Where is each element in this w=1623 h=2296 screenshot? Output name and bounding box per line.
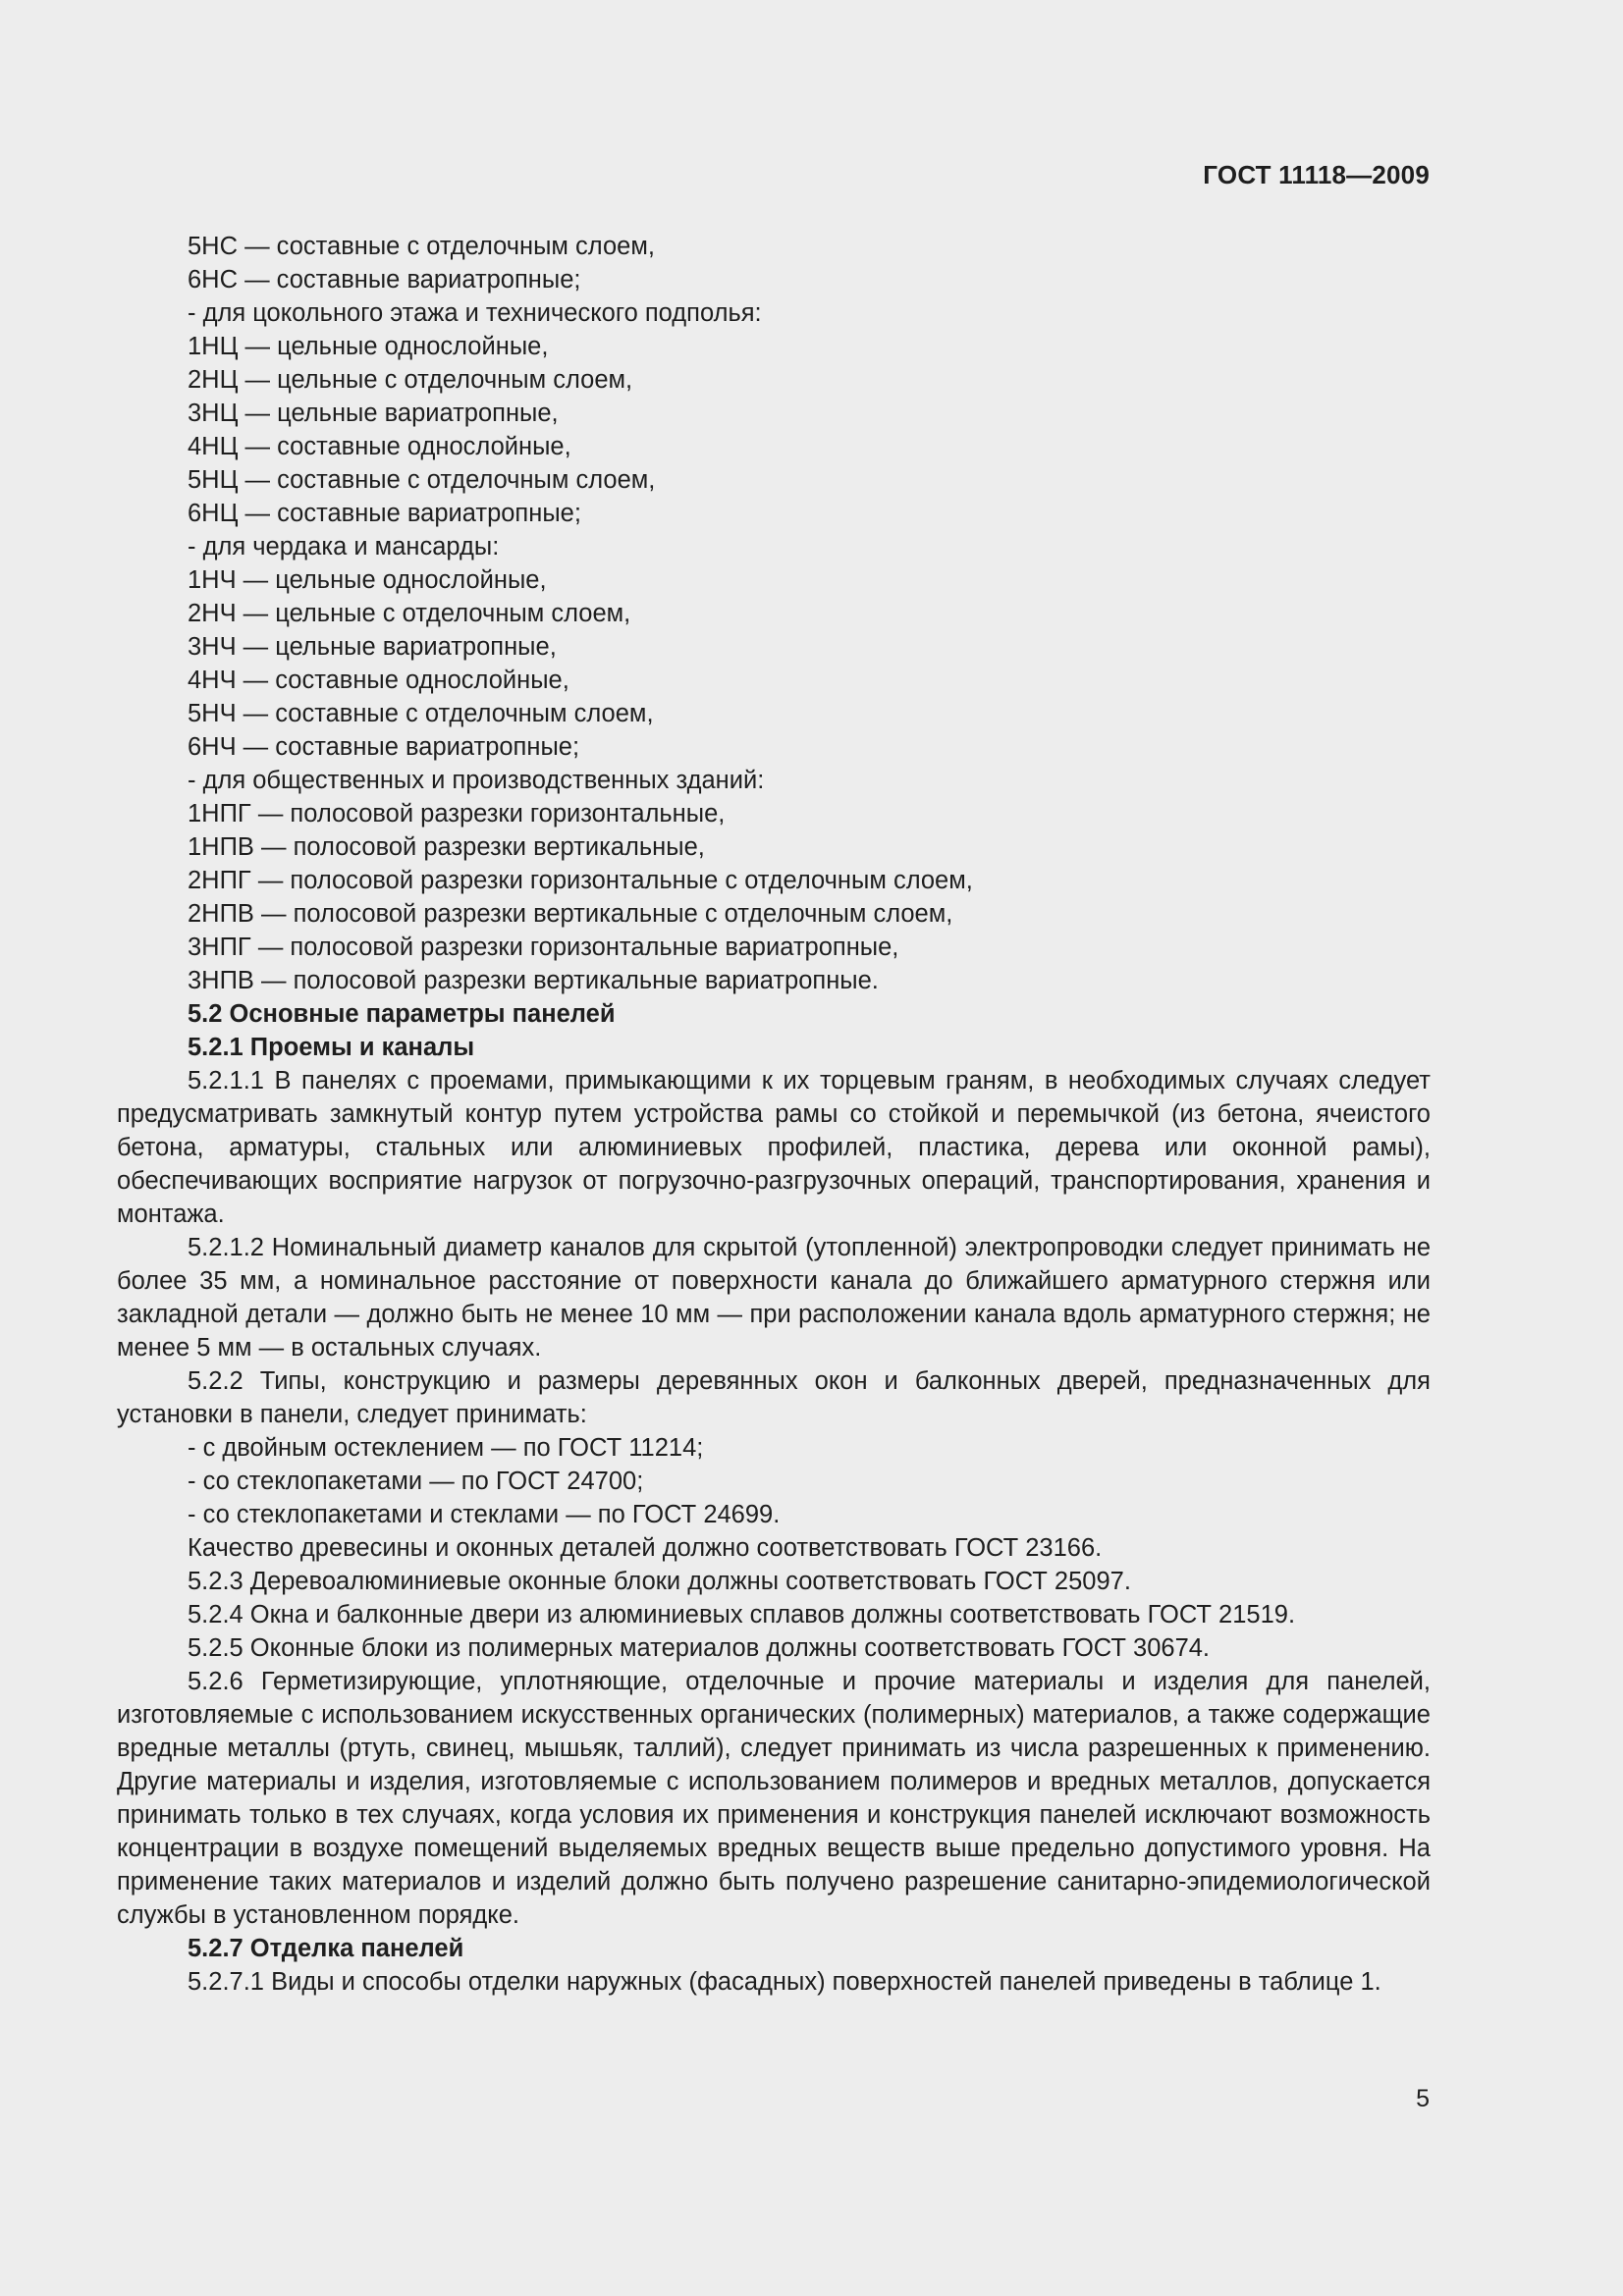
paragraph-5-2-3: 5.2.3 Деревоалюминиевые оконные блоки должны соответствовать ГОСТ 25097. [188,1568,1131,1595]
list-item: 4НЦ — составные однослойные, [188,433,571,460]
list-item: 4НЧ — составные однослойные, [188,667,569,694]
list-item: 2НПГ — полосовой разрезки горизонтальные с отделочным слоем, [188,867,973,894]
list-item: 3НЦ — цельные вариатропные, [188,400,559,427]
list-item: 5НЧ — составные с отделочным слоем, [188,700,654,727]
list-item: 2НЧ — цельные с отделочным слоем, [188,600,631,627]
page-content [117,230,1431,1999]
paragraph-5-2-2: 5.2.2 Типы, конструкцию и размеры деревянных окон и балконных дверей, предназначенных для установки в панели, следует принимать: [117,1367,1431,1428]
list-item: 1НЦ — цельные однослойные, [188,333,549,360]
list-item: 6НЦ — составные вариатропные; [188,500,581,527]
list-item: 6НС — составные вариатропные; [188,266,581,294]
section-heading-5-2: 5.2 Основные параметры панелей [188,1000,616,1028]
paragraph-5-2-4: 5.2.4 Окна и балконные двери из алюминиевых сплавов должны соответствовать ГОСТ 21519. [188,1601,1296,1629]
paragraph-5-2-5: 5.2.5 Оконные блоки из полимерных материалов должны соответствовать ГОСТ 30674. [188,1634,1211,1662]
list-item: - со стеклопакетами и стеклами — по ГОСТ 24699. [188,1501,781,1528]
list-item: - для общественных и производственных зданий: [188,767,765,794]
list-item: 6НЧ — составные вариатропные; [188,733,580,761]
list-item: 1НПГ — полосовой разрезки горизонтальные, [188,800,726,828]
list-item: - со стеклопакетами — по ГОСТ 24700; [188,1468,644,1495]
list-item: 1НЧ — цельные однослойные, [188,566,547,594]
paragraph-5-2-1-1: 5.2.1.1 В панелях с проемами, примыкающими к их торцевым граням, в необходимых случаях следует предусматривать замкнутый контур путем устройства рамы со стойкой и перемычкой (из бетона, ячеистого бетона, арматуры, стальных или алюминиевых профилей, пластика, дерева или оконной рамы), обеспечивающих восприятие нагрузок от погрузочно-разгрузочных операций, транспортирования, хранения и монтажа. [117,1067,1431,1228]
standard-designation: ГОСТ 11118—2009 [1203,160,1430,189]
list-item: - для чердака и мансарды: [188,533,500,561]
list-item: - для цокольного этажа и технического подполья: [188,299,762,327]
panel-type-list [117,230,1431,997]
section-heading-5-2-1: 5.2.1 Проемы и каналы [188,1034,475,1061]
list-item: 3НЧ — цельные вариатропные, [188,633,557,661]
list-item: 2НПВ — полосовой разрезки вертикальные с отделочным слоем, [188,900,953,928]
paragraph-wood-quality: Качество древесины и оконных деталей должно соответствовать ГОСТ 23166. [188,1534,1103,1562]
paragraph-5-2-6: 5.2.6 Герметизирующие, уплотняющие, отделочные и прочие материалы и изделия для панелей, изготовляемые с использованием искусственных органических (полимерных) материалов, а также содержащие вредные металлы (ртуть, свинец, мышьяк, таллий), следует принимать из числа разрешенных к применению. Другие материалы и изделия, изготовляемые с использованием полимеров и вредных металлов, допускается принимать только в тех случаях, когда условия их применения и конструкция панелей исключают возможность концентрации в воздухе помещений выделяемых вредных веществ выше предельно допустимого уровня. На применение таких материалов и изделий должно быть получено разрешение санитарно-эпидемиологической службы в установленном порядке. [117,1668,1431,1929]
paragraph-5-2-1-2: 5.2.1.2 Номинальный диаметр каналов для скрытой (утопленной) электропроводки следует принимать не более 35 мм, а номинальное расстояние от поверхности канала до ближайшего арматурного стержня или закладной детали — должно быть не менее 10 мм — при расположении канала вдоль арматурного стержня; не менее 5 мм — в остальных случаях. [117,1234,1431,1362]
list-item: 2НЦ — цельные с отделочным слоем, [188,366,633,394]
list-item: 3НПГ — полосовой разрезки горизонтальные вариатропные, [188,934,899,961]
list-item: 3НПВ — полосовой разрезки вертикальные вариатропные. [188,967,879,994]
list-item: 5НЦ — составные с отделочным слоем, [188,466,656,494]
window-standards-list [117,1431,1431,1531]
list-item: 1НПВ — полосовой разрезки вертикальные, [188,833,705,861]
section-heading-5-2-7: 5.2.7 Отделка панелей [188,1935,464,1962]
list-item: - с двойным остеклением — по ГОСТ 11214; [188,1434,704,1462]
list-item: 5НС — составные с отделочным слоем, [188,233,655,260]
paragraph-5-2-7-1: 5.2.7.1 Виды и способы отделки наружных (фасадных) поверхностей панелей приведены в таблице 1. [188,1968,1381,1996]
page-number: 5 [1416,2085,1430,2112]
